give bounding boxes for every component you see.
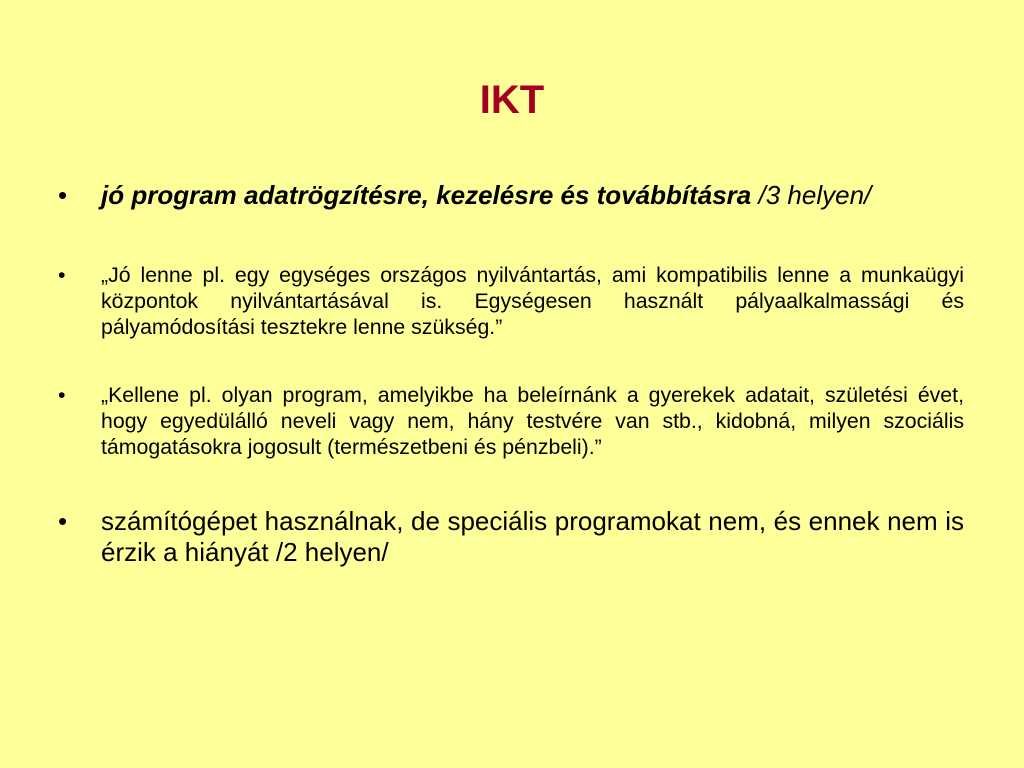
bullet-item-program-need: [58, 180, 964, 211]
bullet-list: [58, 180, 964, 568]
slide-title: IKT: [479, 78, 545, 122]
bullet-text: számítógépet használnak, de speciális programokat nem, és ennek nem is érzik a hiányát /2 helyen/: [101, 506, 964, 567]
bullet-marker: •: [58, 263, 66, 287]
bullet-item-computer-use: [58, 506, 964, 568]
bullet-marker: •: [58, 180, 68, 210]
bullet-item-program-quote: [58, 382, 964, 460]
bullet-marker: •: [58, 383, 66, 407]
bullet-marker: •: [58, 506, 68, 536]
bullet-tail-text: /3 helyen/: [758, 180, 872, 210]
bullet-text: „Kellene pl. olyan program, amelyikbe ha beleírnánk a gyerekek adatait, születési évet, hogy egyedülálló neveli vagy nem, hány testvére van stb., kidobná, milyen szociális támogatásokra jogosult (természetbeni és pénzbeli).”: [101, 383, 964, 459]
bullet-text: „Jó lenne pl. egy egységes országos nyilvántartás, ami kompatibilis lenne a munkaügyi központok nyilvántartásával is. Egységesen használt pályaalkalmassági és pályamódosítási tesztekre lenne szükség.”: [101, 263, 964, 339]
bullet-item-registry-quote: [58, 262, 964, 340]
bullet-lead-text: jó program adatrögzítésre, kezelésre és továbbításra: [101, 180, 752, 210]
